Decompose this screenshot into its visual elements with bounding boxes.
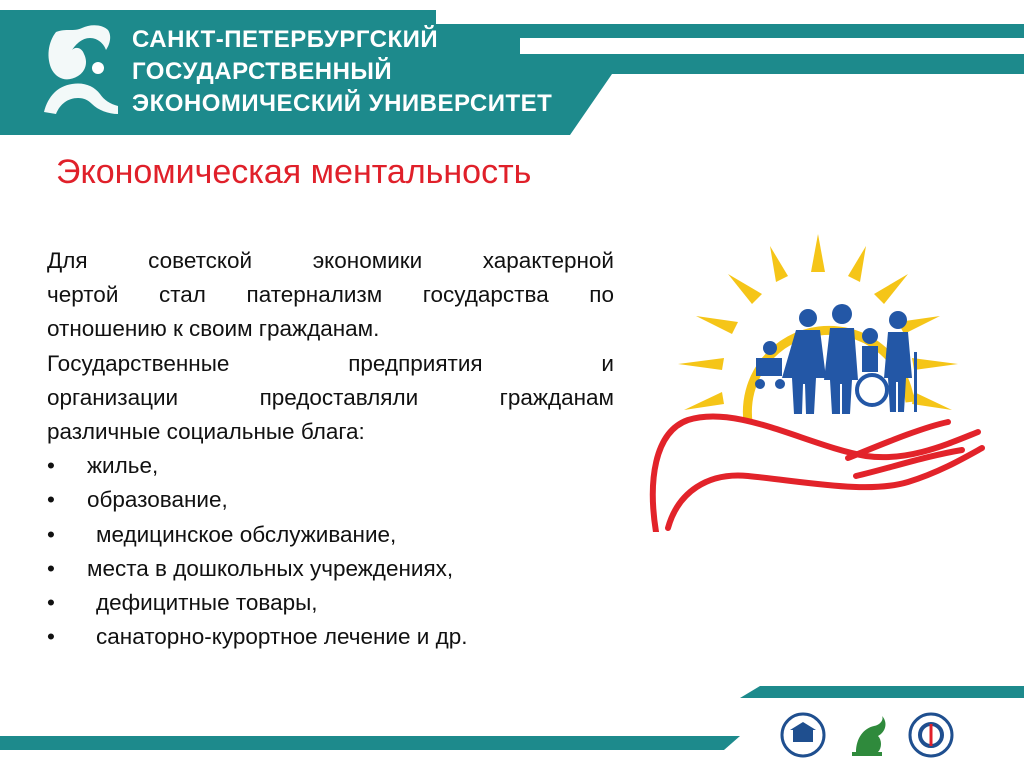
list-item (47, 518, 614, 552)
paragraph-1-line-3: отношению к своим гражданам. (47, 316, 380, 342)
griffin-seal-icon (844, 712, 890, 758)
round-emblem-icon (908, 712, 954, 758)
list-item (47, 586, 614, 620)
list-item (47, 449, 614, 483)
griffin-logo-icon (38, 24, 120, 116)
university-name-line-1: САНКТ-ПЕТЕРБУРГСКИЙ (132, 26, 439, 53)
family-icon (755, 304, 917, 414)
footer-stripe-left (0, 736, 740, 750)
list-item (47, 552, 614, 586)
footer-logos (780, 712, 954, 758)
paragraph-2-line-1: Государственные предприятия и (47, 350, 614, 376)
list-item-text: жилье, (87, 453, 159, 479)
bullet-icon: • (47, 453, 55, 479)
bullet-icon: • (47, 590, 55, 616)
list-item (47, 483, 614, 517)
list-item-text: санаторно-курортное лечение и др. (96, 624, 468, 650)
slide-title: Экономическая ментальность (56, 153, 532, 191)
list-item-text: места в дошкольных учреждениях, (87, 555, 454, 581)
university-name (132, 24, 552, 120)
university-seal-icon (780, 712, 826, 758)
list-item-text: дефицитные товары, (96, 590, 318, 616)
sun-family-hand-icon (648, 232, 988, 532)
list-item-text: медицинское обслуживание, (96, 521, 397, 547)
paragraph-2-line-2: организации предоставляли гражданам (47, 384, 614, 410)
paragraph-1-line-2: чертой стал патернализм государства по (47, 282, 614, 308)
university-name-line-2: ГОСУДАРСТВЕННЫЙ (132, 58, 393, 85)
university-name-line-3: ЭКОНОМИЧЕСКИЙ УНИВЕРСИТЕТ (132, 90, 553, 117)
bullet-icon: • (47, 521, 55, 547)
footer-stripe-right (740, 686, 1024, 698)
bullet-icon: • (47, 555, 55, 581)
bullet-icon: • (47, 487, 55, 513)
paragraph-2-line-3: различные социальные блага: (47, 419, 365, 445)
bullet-icon: • (47, 624, 55, 650)
slide-body (47, 244, 614, 654)
hand-icon (653, 416, 982, 532)
benefits-list (47, 449, 614, 654)
list-item (47, 620, 614, 654)
list-item-text: образование, (87, 487, 228, 513)
paragraph-1-line-1: Для советской экономики характерной (47, 248, 614, 273)
